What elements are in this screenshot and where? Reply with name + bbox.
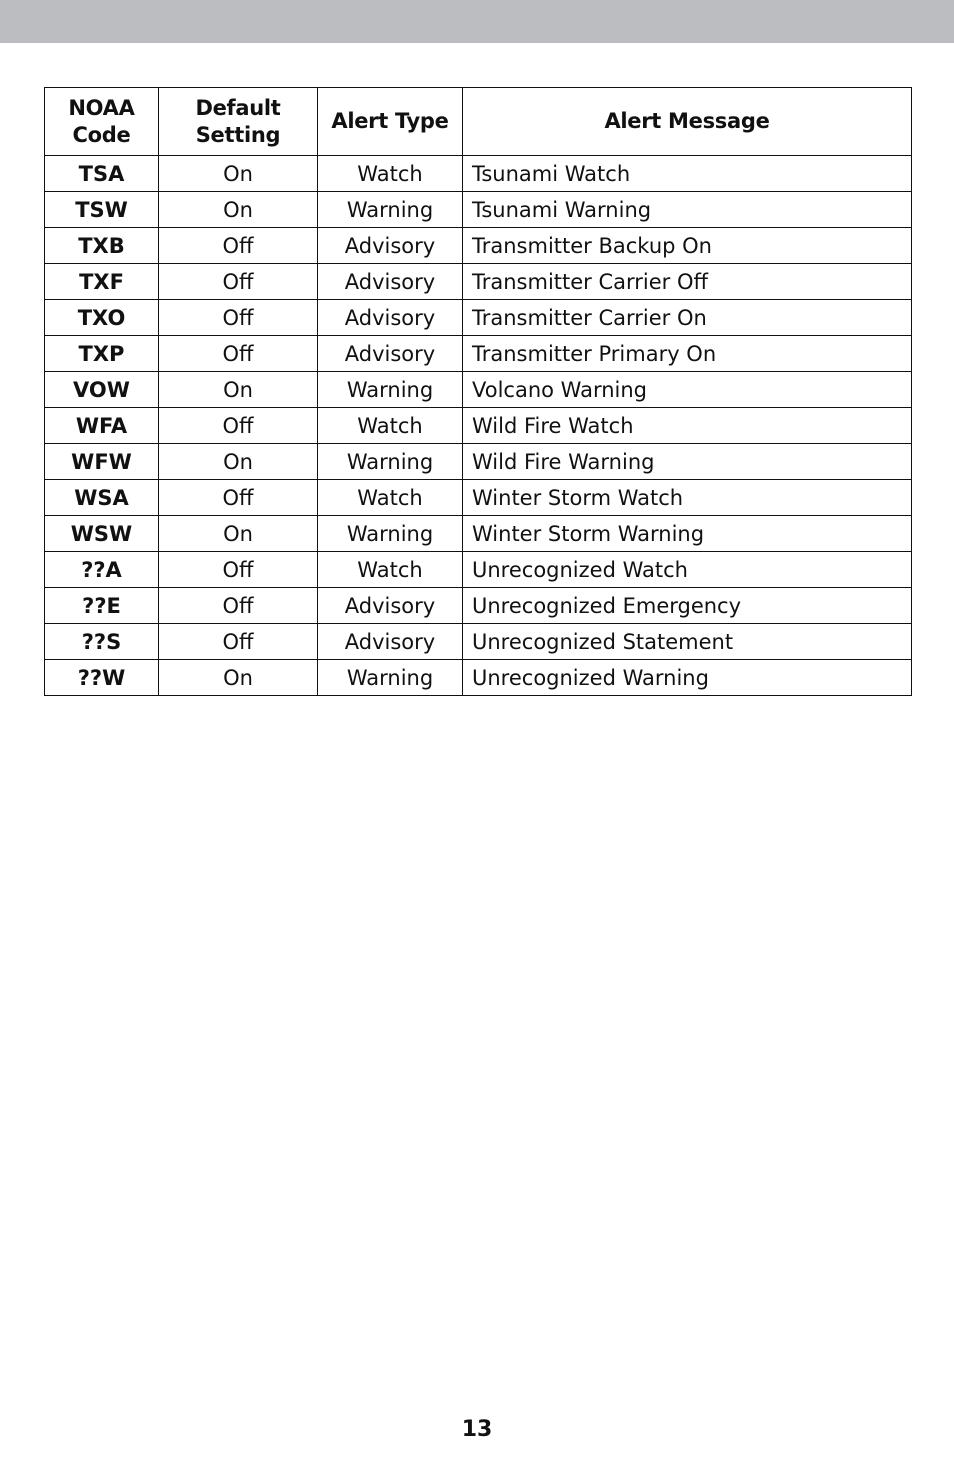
default-setting-cell: Off [159, 408, 318, 444]
table-row [45, 588, 912, 624]
noaa-code-cell: ??S [45, 624, 159, 660]
header-noaa-code-line1: NOAA [68, 95, 135, 120]
default-setting-cell: Off [159, 264, 318, 300]
alert-type-cell: Warning [318, 660, 463, 696]
alert-type-cell: Advisory [318, 336, 463, 372]
table-row [45, 444, 912, 480]
noaa-code-cell: WFA [45, 408, 159, 444]
alert-message-cell: Wild Fire Warning [463, 444, 912, 480]
alert-type-cell: Warning [318, 192, 463, 228]
noaa-code-cell: WSW [45, 516, 159, 552]
alert-type-cell: Watch [318, 408, 463, 444]
header-alert-message: Alert Message [463, 88, 912, 156]
alert-message-cell: Unrecognized Emergency [463, 588, 912, 624]
alert-type-cell: Watch [318, 552, 463, 588]
default-setting-cell: On [159, 444, 318, 480]
alert-message-cell: Unrecognized Warning [463, 660, 912, 696]
noaa-code-cell: TXP [45, 336, 159, 372]
table-row [45, 300, 912, 336]
header-default-setting-line1: Default [195, 95, 281, 120]
default-setting-cell: Off [159, 552, 318, 588]
table-row [45, 156, 912, 192]
header-default-setting [159, 88, 318, 156]
alert-message-cell: Transmitter Backup On [463, 228, 912, 264]
header-noaa-code-line2: Code [72, 122, 131, 147]
alert-type-cell: Advisory [318, 300, 463, 336]
alert-message-cell: Unrecognized Watch [463, 552, 912, 588]
noaa-code-cell: ??W [45, 660, 159, 696]
alert-type-cell: Advisory [318, 624, 463, 660]
alert-type-cell: Watch [318, 156, 463, 192]
table-row [45, 480, 912, 516]
default-setting-cell: Off [159, 228, 318, 264]
noaa-code-cell: TSA [45, 156, 159, 192]
alert-type-cell: Warning [318, 516, 463, 552]
noaa-code-cell: TXO [45, 300, 159, 336]
default-setting-cell: On [159, 516, 318, 552]
default-setting-cell: On [159, 156, 318, 192]
noaa-code-cell: WFW [45, 444, 159, 480]
table-row [45, 336, 912, 372]
alert-message-cell: Winter Storm Watch [463, 480, 912, 516]
default-setting-cell: Off [159, 336, 318, 372]
alert-message-cell: Volcano Warning [463, 372, 912, 408]
noaa-code-cell: ??E [45, 588, 159, 624]
table-row [45, 264, 912, 300]
table-row [45, 516, 912, 552]
table-row [45, 552, 912, 588]
header-noaa-code [45, 88, 159, 156]
table-row [45, 372, 912, 408]
alert-type-cell: Warning [318, 372, 463, 408]
alert-message-cell: Wild Fire Watch [463, 408, 912, 444]
table-row [45, 228, 912, 264]
page-number: 13 [461, 1417, 493, 1442]
noaa-code-cell: TXF [45, 264, 159, 300]
alert-type-cell: Advisory [318, 228, 463, 264]
default-setting-cell: Off [159, 588, 318, 624]
table-header-row [45, 88, 912, 156]
alert-type-cell: Watch [318, 480, 463, 516]
alert-type-cell: Advisory [318, 264, 463, 300]
alert-message-cell: Transmitter Carrier Off [463, 264, 912, 300]
table-row [45, 660, 912, 696]
noaa-code-cell: TXB [45, 228, 159, 264]
default-setting-cell: Off [159, 480, 318, 516]
default-setting-cell: Off [159, 624, 318, 660]
alert-message-cell: Unrecognized Statement [463, 624, 912, 660]
header-default-setting-line2: Setting [195, 122, 281, 147]
noaa-code-cell: TSW [45, 192, 159, 228]
noaa-code-cell: WSA [45, 480, 159, 516]
header-alert-type: Alert Type [318, 88, 463, 156]
alert-message-cell: Tsunami Warning [463, 192, 912, 228]
default-setting-cell: On [159, 372, 318, 408]
top-header-bar [0, 0, 954, 43]
alert-message-cell: Transmitter Primary On [463, 336, 912, 372]
alert-message-cell: Tsunami Watch [463, 156, 912, 192]
noaa-code-cell: VOW [45, 372, 159, 408]
alert-message-cell: Winter Storm Warning [463, 516, 912, 552]
noaa-alert-table [44, 87, 912, 696]
table-row [45, 192, 912, 228]
table-body [45, 156, 912, 696]
noaa-code-cell: ??A [45, 552, 159, 588]
table-row [45, 408, 912, 444]
alert-message-cell: Transmitter Carrier On [463, 300, 912, 336]
default-setting-cell: On [159, 192, 318, 228]
default-setting-cell: On [159, 660, 318, 696]
alert-type-cell: Warning [318, 444, 463, 480]
alert-type-cell: Advisory [318, 588, 463, 624]
default-setting-cell: Off [159, 300, 318, 336]
table-row [45, 624, 912, 660]
